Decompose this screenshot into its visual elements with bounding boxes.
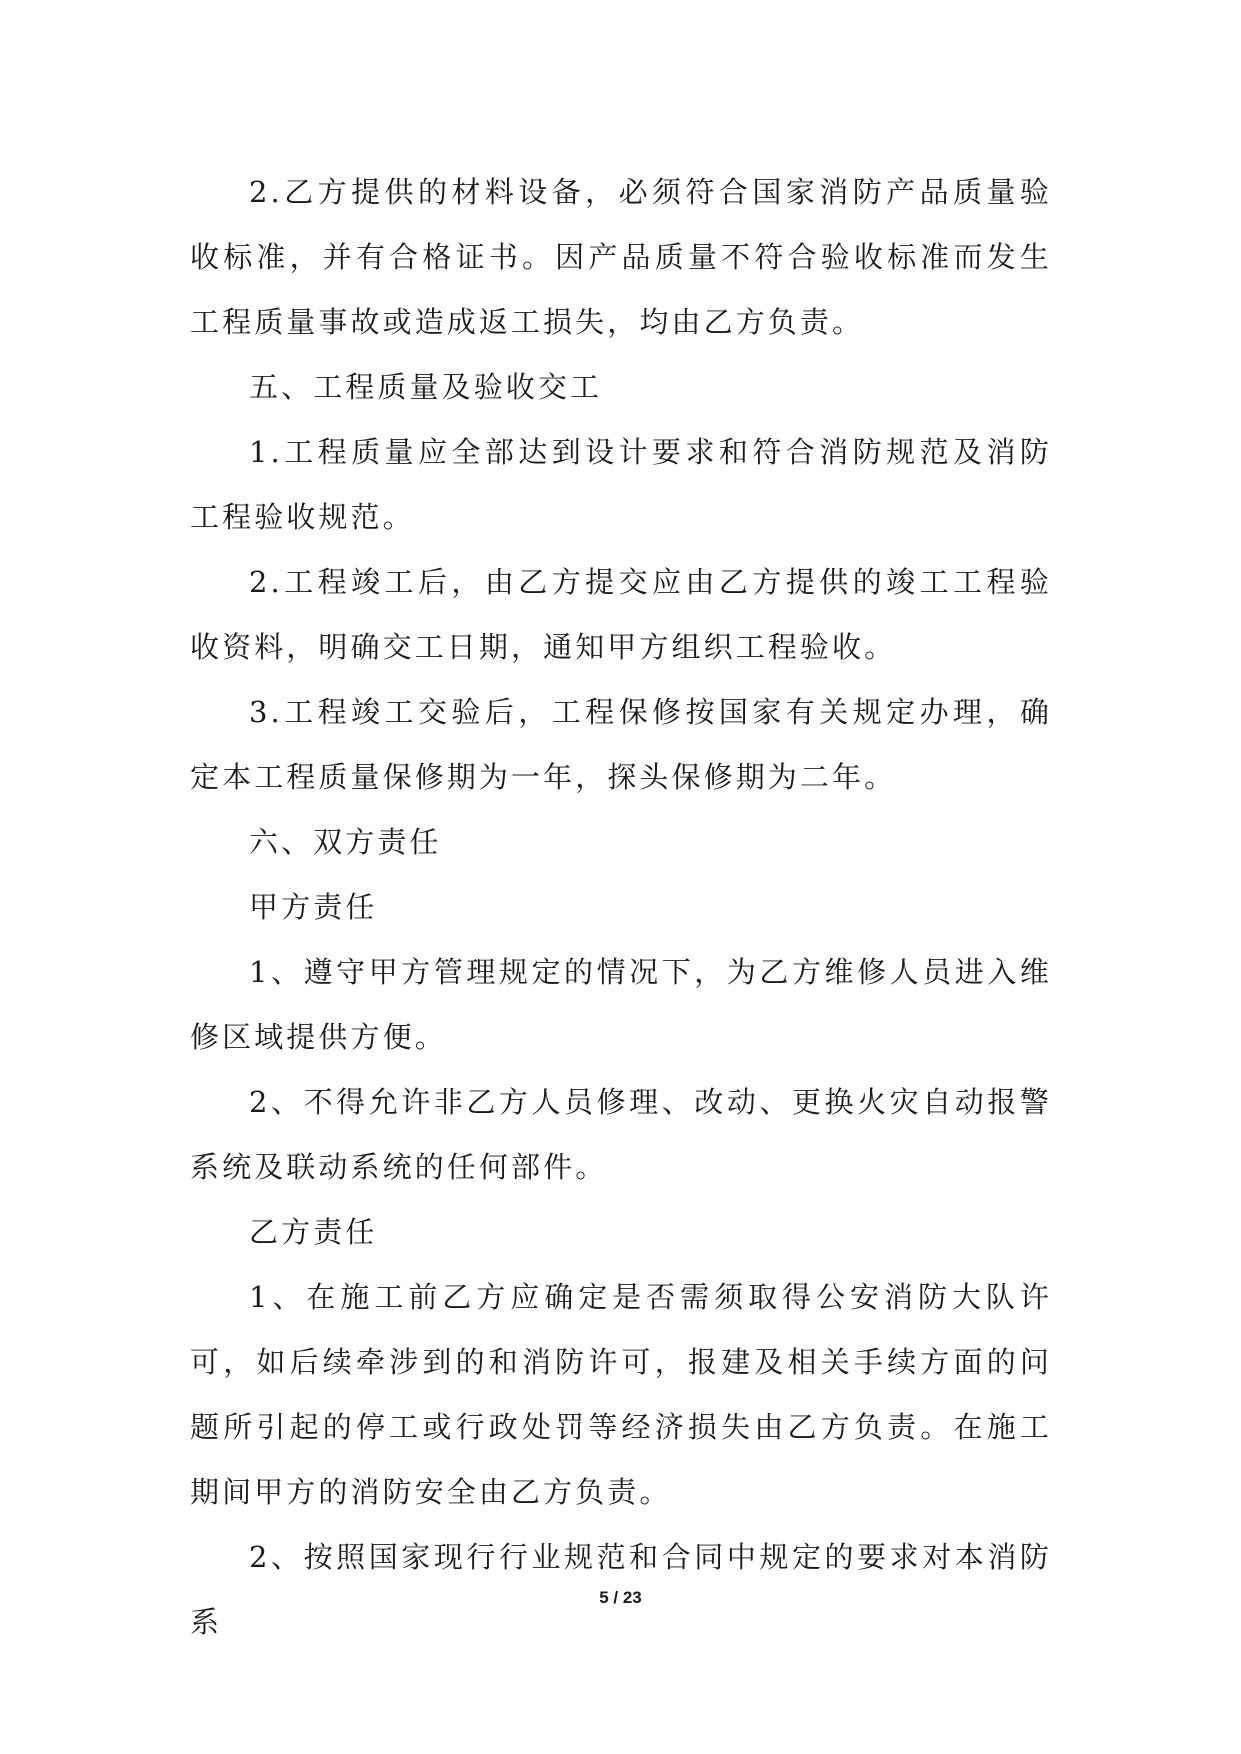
section-heading-responsibilities: 六、双方责任 xyxy=(249,825,442,859)
paragraph-party-a-item-2: 2、不得允许非乙方人员修理、改动、更换火灾自动报警系统及联动系统的任何部件。 xyxy=(190,1085,1052,1184)
subheading-party-b: 乙方责任 xyxy=(249,1215,378,1249)
paragraph-party-a-item-1: 1、遵守甲方管理规定的情况下，为乙方维修人员进入维修区域提供方便。 xyxy=(190,955,1052,1054)
paragraph-party-b-item-1: 1、在施工前乙方应确定是否需须取得公安消防大队许可，如后续牵涉到的和消防许可，报建及相关手续方面的问题所引起的停工或行政处罚等经济损失由乙方负责。在施工期间甲方的消防安全由乙方负责。 xyxy=(190,1280,1052,1509)
paragraph-warranty: 3.工程竣工交验后，工程保修按国家有关规定办理，确定本工程质量保修期为一年，探头保修期为二年。 xyxy=(190,695,1052,794)
paragraph-material-quality: 2.乙方提供的材料设备，必须符合国家消防产品质量验收标准，并有合格证书。因产品质量不符合验收标准而发生工程质量事故或造成返工损失，均由乙方负责。 xyxy=(190,175,1052,339)
paragraph-quality-requirement: 1.工程质量应全部达到设计要求和符合消防规范及消防工程验收规范。 xyxy=(190,435,1052,534)
subheading-party-a: 甲方责任 xyxy=(249,890,378,924)
paragraph-completion-documents: 2.工程竣工后，由乙方提交应由乙方提供的竣工工程验收资料，明确交工日期，通知甲方组织工程验收。 xyxy=(190,565,1052,664)
page-number: 5 / 23 xyxy=(599,1588,642,1607)
paragraph-party-b-item-2: 2、按照国家现行行业规范和合同中规定的要求对本消防系 xyxy=(190,1540,1052,1639)
document-body xyxy=(190,160,1052,1655)
section-heading-quality-acceptance: 五、工程质量及验收交工 xyxy=(249,370,603,404)
